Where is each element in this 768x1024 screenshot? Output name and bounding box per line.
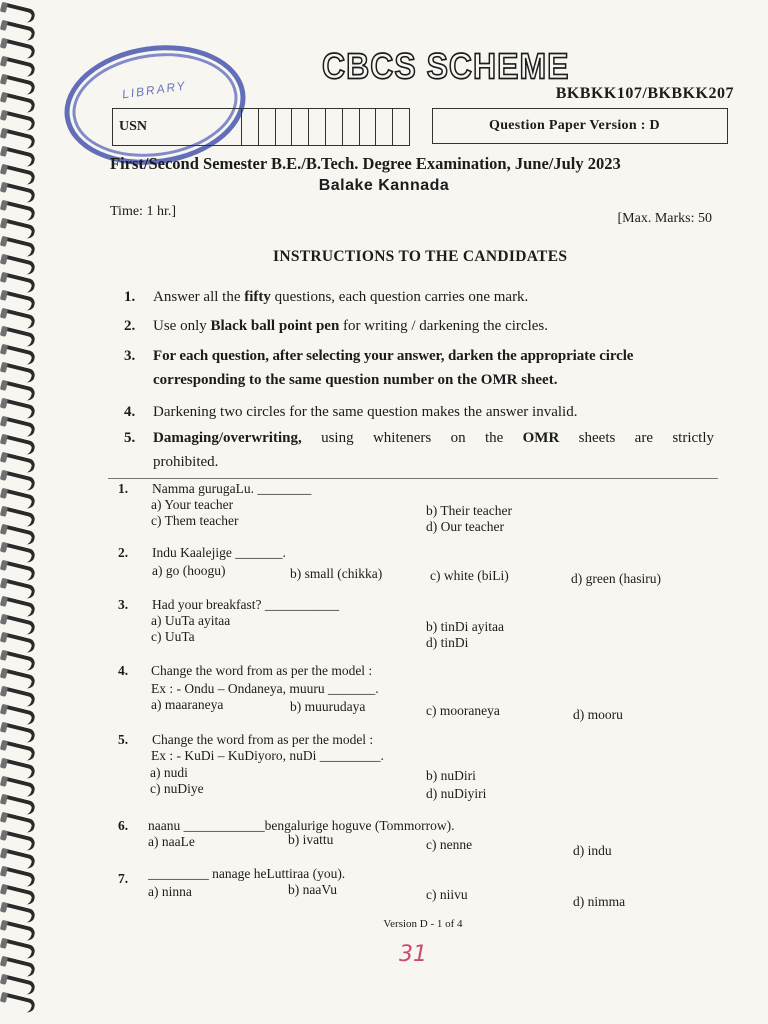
question-number: 3. <box>118 597 129 612</box>
instruction-text-part: questions, each question carries one mark. <box>270 289 529 305</box>
option-b: b) Their teacher <box>426 503 512 518</box>
option-b: b) muurudaya <box>290 699 366 714</box>
question-item <box>118 663 728 723</box>
instruction-text-bold: Black ball point pen <box>210 318 340 334</box>
instruction-text-part: sheets are strictly <box>559 430 714 446</box>
option-c: c) nuDiye <box>150 781 204 796</box>
instruction-text <box>153 285 714 309</box>
instruction-text-bold: fifty <box>244 289 271 305</box>
time-allowed: Time: 1 hr.] <box>110 204 176 219</box>
instruction-text <box>153 314 714 338</box>
question-number: 4. <box>118 663 129 678</box>
question-example: Ex : - Ondu – Ondaneya, muuru _______. <box>151 681 379 696</box>
usn-cell <box>275 109 292 145</box>
instruction-item <box>124 426 714 476</box>
usn-cell <box>241 109 258 145</box>
question-stem: Change the word from as per the model : <box>152 732 374 747</box>
option-d: d) tinDi <box>426 635 469 650</box>
option-c: c) UuTa <box>151 629 195 644</box>
spiral-binding <box>0 6 40 1016</box>
option-c: c) nenne <box>426 837 473 852</box>
usn-cell <box>308 109 325 145</box>
instruction-line: For each question, after selecting your answer, darken the appropriate circle <box>153 348 634 364</box>
question-number: 2. <box>118 545 129 560</box>
option-c: c) niivu <box>426 887 468 902</box>
instruction-text <box>153 344 714 392</box>
instruction-text-bold: Damaging/overwriting, <box>153 430 302 446</box>
instruction-number: 3. <box>124 348 136 364</box>
usn-cell <box>325 109 342 145</box>
question-paper-version-box <box>432 108 728 144</box>
usn-cell <box>342 109 359 145</box>
instruction-text-bold: OMR <box>522 430 560 446</box>
option-a: a) naaLe <box>148 834 195 849</box>
option-b: b) naaVu <box>288 882 338 897</box>
option-d: d) indu <box>573 843 612 858</box>
instruction-text-part: Use only <box>153 318 211 334</box>
question-example: Ex : - KuDi – KuDiyoro, nuDi _________. <box>151 748 384 763</box>
instruction-item <box>124 400 714 424</box>
option-d: d) nuDiyiri <box>426 786 487 801</box>
question-paper-version: Question Paper Version : D <box>489 118 660 133</box>
option-a: a) Your teacher <box>151 497 234 512</box>
usn-label: USN <box>119 119 148 134</box>
subject-title: Balake Kannada <box>318 177 450 194</box>
instruction-text-part: Answer all the <box>153 289 245 305</box>
exam-title: First/Second Semester B.E./B.Tech. Degree Examination, June/July 2023 <box>110 154 621 173</box>
instruction-number: 4. <box>124 404 136 420</box>
spiral-ring <box>1 992 36 1014</box>
instruction-text-part: for writing / darkening the circles. <box>339 318 548 334</box>
option-a: a) go (hoogu) <box>152 563 226 578</box>
option-b: b) tinDi ayitaa <box>426 619 504 634</box>
option-c: c) Them teacher <box>151 513 239 528</box>
instruction-number: 2. <box>124 318 136 334</box>
option-a: a) ninna <box>148 884 192 899</box>
instruction-item <box>124 344 714 394</box>
question-number: 6. <box>118 818 129 833</box>
scheme-heading: CBCS SCHEME <box>322 45 570 87</box>
usn-box <box>112 108 410 146</box>
instruction-number: 5. <box>124 430 136 446</box>
question-item <box>118 481 728 541</box>
option-b: b) nuDiri <box>426 768 476 783</box>
question-item <box>118 597 728 657</box>
instruction-text <box>153 426 714 474</box>
question-stem: naanu ____________bengalurige hoguve (Tommorrow). <box>148 818 455 833</box>
question-number: 5. <box>118 732 129 747</box>
course-code: BKBKK107/BKBKK207 <box>555 85 734 102</box>
question-item <box>118 732 728 801</box>
usn-cell <box>359 109 376 145</box>
question-item <box>118 545 728 605</box>
option-d: d) green (hasiru) <box>571 571 661 586</box>
usn-cell <box>291 109 308 145</box>
instruction-line: prohibited. <box>153 454 219 470</box>
stamp-text: LIBRARY <box>121 78 188 102</box>
handwritten-page-number: 31 <box>399 942 427 967</box>
instruction-item <box>124 285 714 309</box>
option-c: c) mooraneya <box>426 703 500 718</box>
usn-cells <box>241 109 409 145</box>
option-d: d) nimma <box>573 894 626 909</box>
usn-cell <box>375 109 392 145</box>
option-a: a) UuTa ayitaa <box>151 613 231 628</box>
option-d: d) mooru <box>573 707 623 722</box>
usn-cell <box>392 109 409 145</box>
question-stem: _________ nanage heLuttiraa (you). <box>148 866 346 881</box>
max-marks: [Max. Marks: 50 <box>617 211 712 226</box>
option-b: b) ivattu <box>288 832 334 847</box>
option-b: b) small (chikka) <box>290 566 383 581</box>
instructions-title: INSTRUCTIONS TO THE CANDIDATES <box>273 248 568 265</box>
option-a: a) nudi <box>150 765 188 780</box>
instruction-text-part: using whiteners on the <box>301 430 523 446</box>
usn-cell <box>258 109 275 145</box>
instruction-item <box>124 314 714 338</box>
question-item <box>118 866 728 926</box>
question-stem: Indu Kaalejige _______. <box>152 545 286 560</box>
question-stem: Namma gurugaLu. ________ <box>152 481 312 496</box>
question-stem: Change the word from as per the model : <box>151 663 373 678</box>
divider <box>108 478 718 479</box>
question-number: 7. <box>118 871 129 886</box>
option-d: d) Our teacher <box>426 519 504 534</box>
question-number: 1. <box>118 481 129 496</box>
option-c: c) white (biLi) <box>430 568 509 583</box>
instruction-text: Darkening two circles for the same question makes the answer invalid. <box>153 404 578 420</box>
question-stem: Had your breakfast? ___________ <box>152 597 340 612</box>
option-a: a) maaraneya <box>151 697 224 712</box>
page-footer: Version D - 1 of 4 <box>383 918 463 930</box>
instruction-number: 1. <box>124 289 136 305</box>
instruction-line: corresponding to the same question number on the OMR sheet. <box>153 372 558 388</box>
